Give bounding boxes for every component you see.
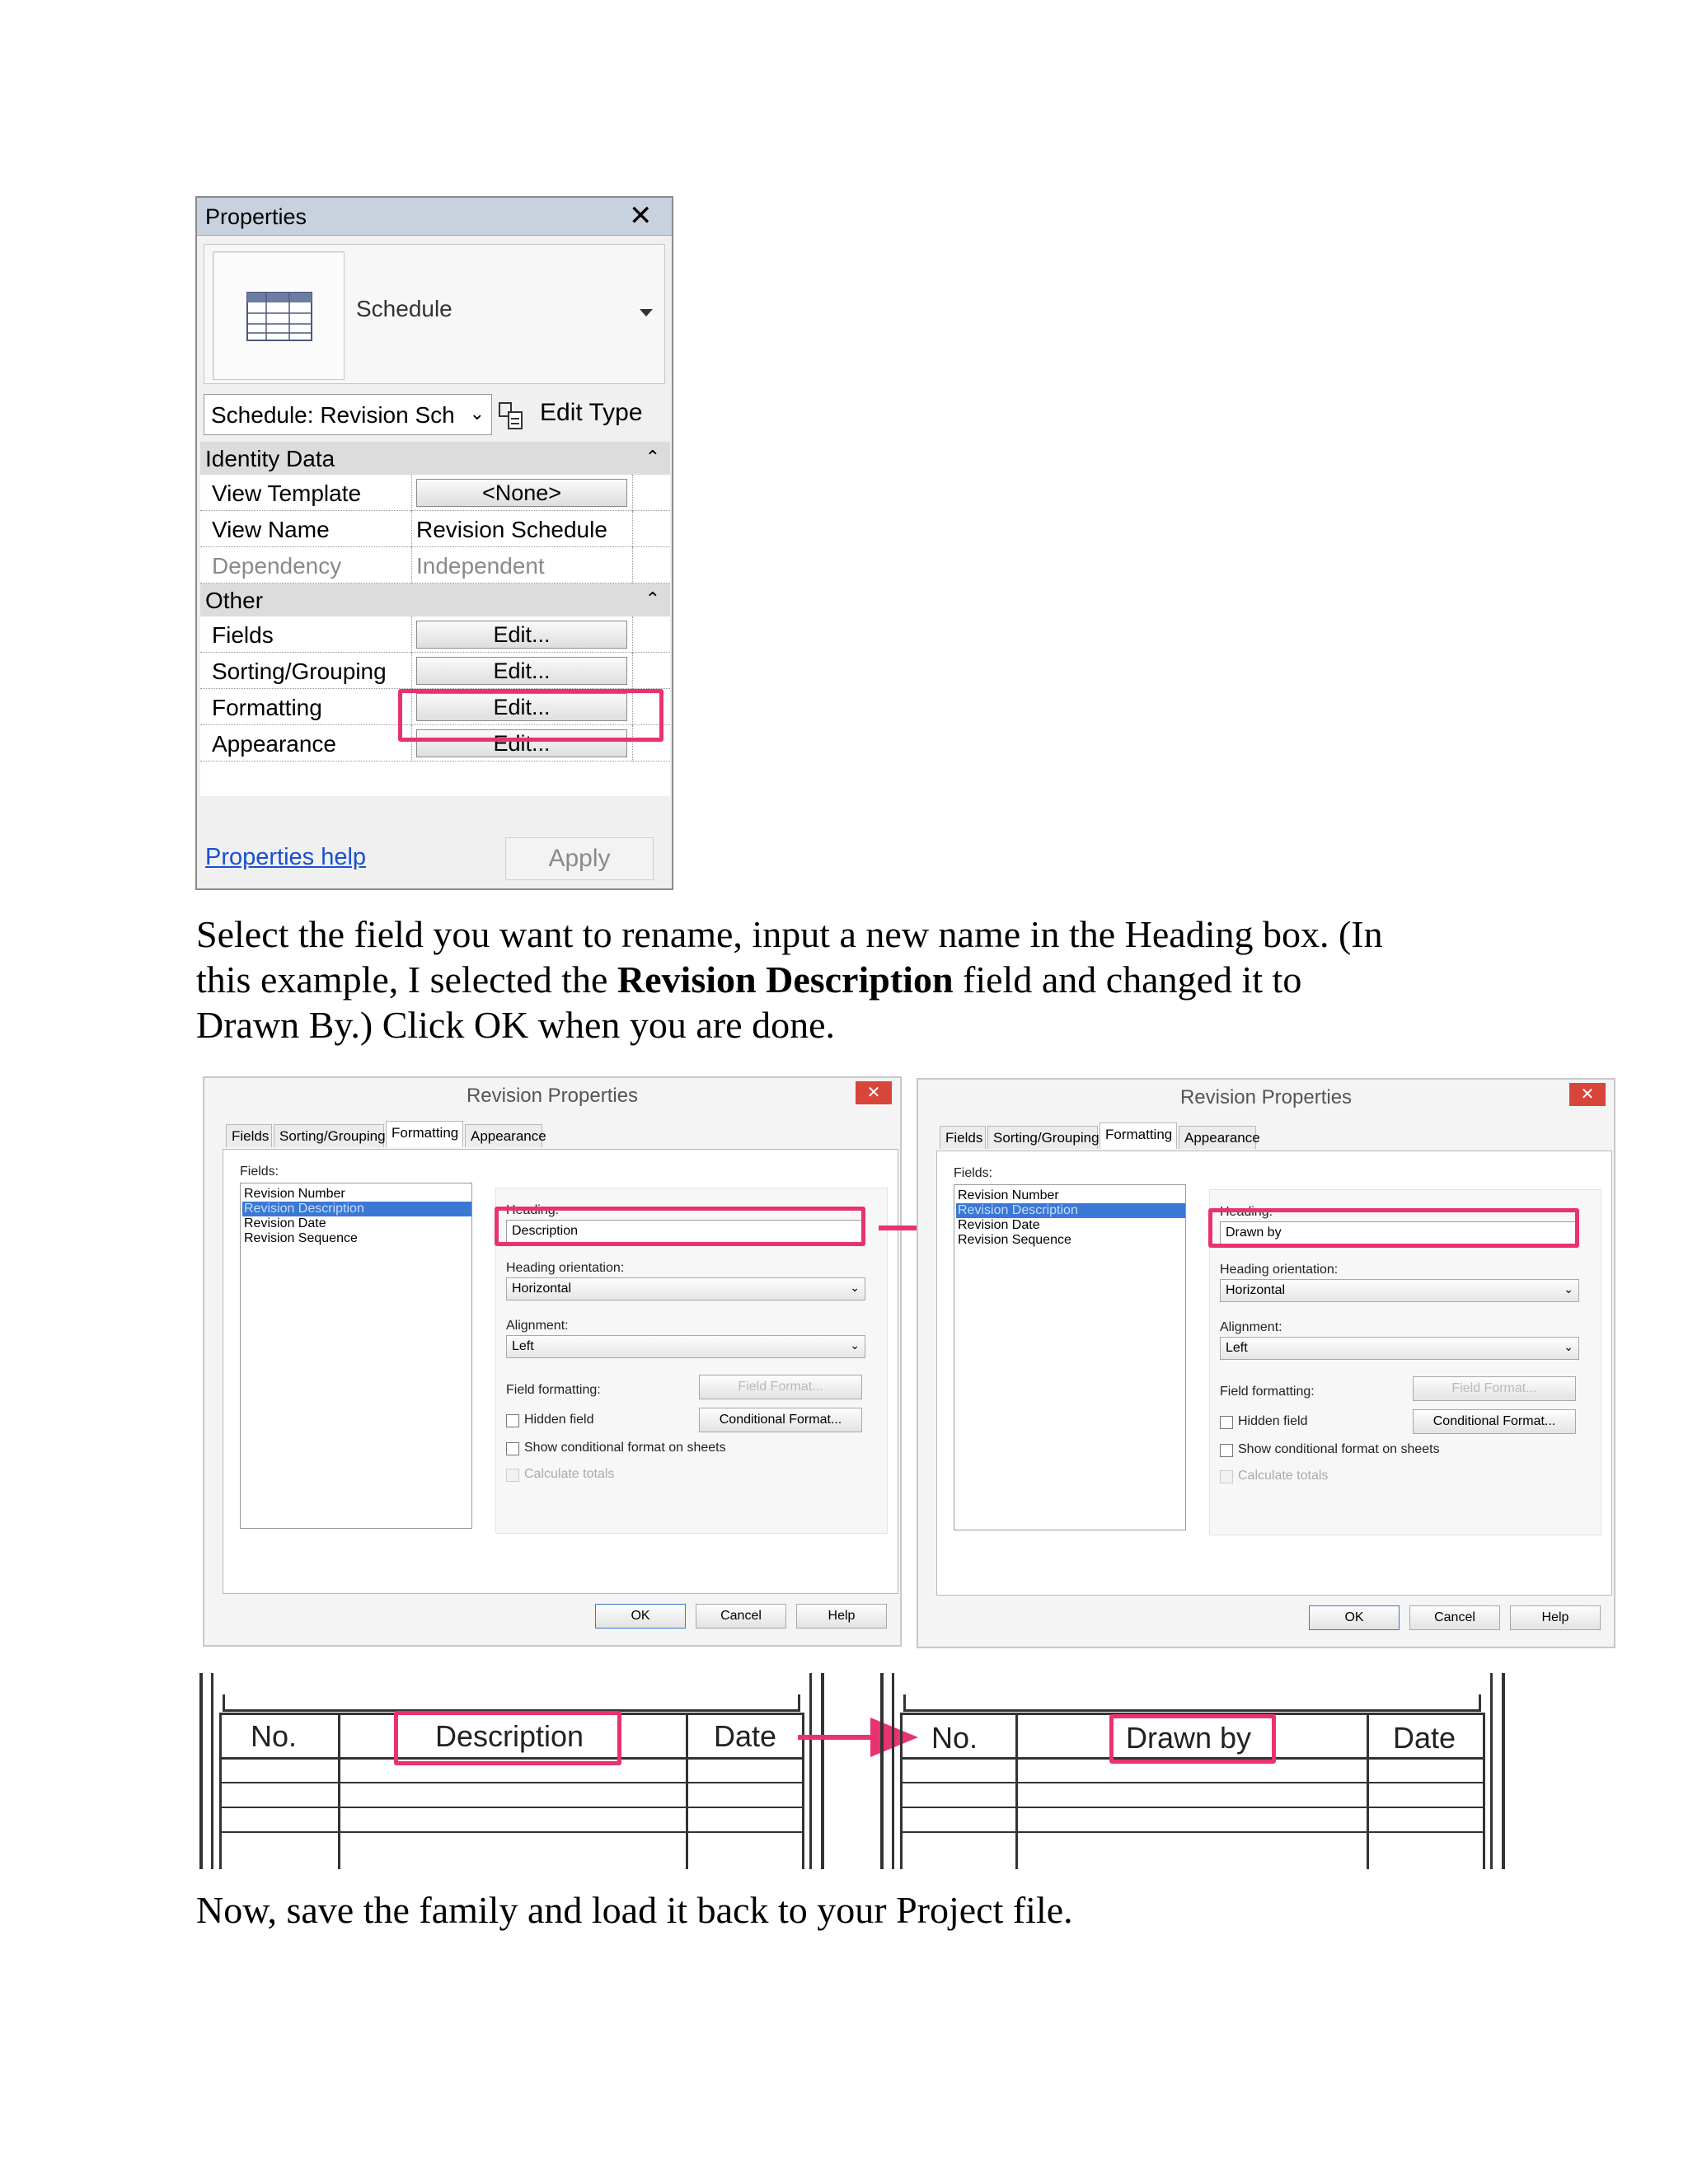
field-format-button[interactable]: Field Format... [1413, 1376, 1576, 1401]
conditional-format-button[interactable]: Conditional Format... [1413, 1409, 1576, 1434]
column-header-no: No. [251, 1719, 298, 1753]
help-button[interactable]: Help [796, 1604, 887, 1629]
list-item[interactable]: Revision Number [958, 1188, 1059, 1202]
list-item[interactable]: Revision Number [244, 1187, 345, 1201]
tab-sorting-grouping[interactable]: Sorting/Grouping [274, 1124, 384, 1147]
property-name: Dependency [212, 553, 342, 579]
revision-properties-dialog-before [203, 1076, 902, 1647]
tab-appearance[interactable]: Appearance [465, 1124, 542, 1147]
edit-type-icon [499, 402, 523, 430]
fields-edit-button[interactable]: Edit... [416, 621, 627, 649]
heading-label: Heading: [1220, 1205, 1273, 1219]
fields-list[interactable] [954, 1184, 1186, 1530]
calculate-totals-checkbox [1220, 1470, 1233, 1483]
properties-titlebar [197, 198, 672, 236]
property-name: Appearance [212, 731, 337, 757]
schedule-before [199, 1673, 826, 1871]
tab-fields[interactable]: Fields [226, 1124, 272, 1147]
heading-input[interactable]: Description [506, 1220, 865, 1243]
column-header-date: Date [1393, 1721, 1456, 1755]
property-name: View Name [212, 517, 330, 542]
chevron-down-icon: ⌄ [1564, 1282, 1573, 1296]
list-item-selected[interactable]: Revision Description [956, 1203, 1185, 1218]
column-header-description: Description [435, 1719, 584, 1753]
group-label: Other [205, 588, 264, 613]
formatting-highlight [398, 689, 663, 742]
heading-label: Heading: [506, 1203, 560, 1217]
show-conditional-label: Show conditional format on sheets [1238, 1442, 1440, 1456]
list-item-selected[interactable]: Revision Description [242, 1202, 471, 1216]
edit-type-button[interactable] [499, 392, 663, 435]
schedule-icon [246, 292, 312, 341]
dependency-value: Independent [416, 553, 545, 579]
list-item[interactable]: Revision Date [244, 1216, 326, 1230]
group-identity-data[interactable] [200, 442, 670, 475]
instruction-paragraph [196, 912, 1548, 1047]
show-conditional-label: Show conditional format on sheets [524, 1441, 726, 1455]
chevron-down-icon: ⌄ [1564, 1340, 1573, 1353]
list-item[interactable]: Revision Sequence [958, 1233, 1071, 1247]
instruction-line: Select the field you want to rename, input a new name in the Heading box. (In [196, 913, 1383, 955]
help-button[interactable]: Help [1510, 1605, 1601, 1630]
fields-list[interactable] [240, 1183, 472, 1529]
schedule-thumbnail [213, 251, 345, 380]
bold-field-name: Revision Description [617, 958, 954, 1001]
ok-button[interactable]: OK [595, 1604, 686, 1629]
calculate-totals-label: Calculate totals [1238, 1469, 1329, 1483]
description-highlight [394, 1711, 621, 1765]
collapse-icon[interactable]: ⌃ [645, 588, 660, 609]
hidden-field-label: Hidden field [1238, 1414, 1308, 1428]
column-header-no: No. [931, 1721, 978, 1755]
show-conditional-checkbox[interactable] [1220, 1444, 1233, 1457]
instruction-line: Drawn By.) Click OK when you are done. [196, 1004, 835, 1046]
heading-orientation-select[interactable]: Horizontal ⌄ [506, 1277, 865, 1301]
property-name: View Template [212, 480, 362, 506]
edit-type-label: Edit Type [540, 399, 643, 426]
drawn-by-highlight [1109, 1714, 1276, 1764]
row-fields [200, 616, 670, 653]
alignment-select[interactable]: Left ⌄ [1220, 1337, 1579, 1360]
view-template-button[interactable]: <None> [416, 479, 627, 507]
hidden-field-checkbox[interactable] [1220, 1416, 1233, 1429]
group-label: Identity Data [205, 446, 335, 471]
view-name-value[interactable]: Revision Schedule [416, 517, 607, 542]
ok-button[interactable]: OK [1309, 1605, 1400, 1630]
field-format-button[interactable]: Field Format... [699, 1375, 862, 1399]
properties-grid [200, 442, 670, 796]
type-name: Schedule [356, 296, 452, 321]
properties-palette [195, 196, 673, 890]
list-item[interactable]: Revision Sequence [244, 1231, 358, 1245]
row-dependency [200, 547, 670, 583]
instruction-line: this example, I selected the Revision Description field and changed it to [196, 958, 1302, 1001]
field-formatting-label: Field formatting: [1220, 1385, 1315, 1399]
close-icon[interactable]: ✕ [629, 200, 653, 232]
closing-paragraph: Now, save the family and load it back to your Project file. [196, 1889, 1073, 1931]
column-header-date: Date [714, 1719, 777, 1753]
properties-help-link[interactable]: Properties help [205, 844, 367, 870]
fields-label: Fields: [240, 1165, 279, 1179]
calculate-totals-label: Calculate totals [524, 1467, 615, 1481]
dialog-title: Revision Properties [1179, 1086, 1353, 1108]
close-icon[interactable]: ✕ [1569, 1083, 1606, 1106]
apply-button[interactable]: Apply [505, 837, 654, 880]
heading-input[interactable]: Drawn by [1220, 1221, 1579, 1244]
show-conditional-checkbox[interactable] [506, 1442, 519, 1455]
column-header-drawn-by: Drawn by [1126, 1721, 1252, 1755]
instance-selector[interactable] [204, 394, 492, 435]
chevron-down-icon: ⌄ [469, 403, 485, 424]
calculate-totals-checkbox [506, 1469, 519, 1482]
tab-formatting[interactable]: Formatting [1100, 1122, 1177, 1149]
alignment-select[interactable]: Left ⌄ [506, 1335, 865, 1358]
property-name: Sorting/Grouping [212, 658, 387, 684]
tab-fields[interactable]: Fields [940, 1126, 986, 1149]
chevron-down-icon: ⌄ [850, 1281, 860, 1294]
list-item[interactable]: Revision Date [958, 1218, 1040, 1232]
formatting-edit-button[interactable]: Edit... [416, 693, 627, 721]
sorting-edit-button[interactable]: Edit... [416, 657, 627, 685]
hidden-field-checkbox[interactable] [506, 1414, 519, 1427]
fields-label: Fields: [954, 1166, 993, 1180]
property-name: Fields [212, 622, 274, 648]
cancel-button[interactable]: Cancel [696, 1604, 786, 1629]
revision-properties-dialog-after [917, 1078, 1615, 1648]
heading-highlight [495, 1207, 865, 1246]
heading-orientation-label: Heading orientation: [506, 1261, 625, 1275]
close-icon[interactable]: ✕ [856, 1081, 892, 1104]
dropdown-arrow-icon[interactable] [640, 309, 653, 316]
heading-orientation-select[interactable]: Horizontal ⌄ [1220, 1279, 1579, 1302]
type-selector[interactable] [204, 244, 665, 384]
tab-formatting[interactable]: Formatting [386, 1121, 463, 1147]
alignment-label: Alignment: [1220, 1320, 1282, 1334]
conditional-format-button[interactable]: Conditional Format... [699, 1408, 862, 1432]
cancel-button[interactable]: Cancel [1409, 1605, 1500, 1630]
group-other[interactable] [200, 583, 670, 616]
field-formatting-label: Field formatting: [506, 1383, 601, 1397]
heading-highlight [1208, 1208, 1579, 1248]
chevron-down-icon: ⌄ [850, 1338, 860, 1352]
row-view-name [200, 511, 670, 547]
hidden-field-label: Hidden field [524, 1413, 594, 1427]
tab-appearance[interactable]: Appearance [1179, 1126, 1256, 1149]
collapse-icon[interactable]: ⌃ [645, 447, 660, 467]
dialog-title: Revision Properties [466, 1085, 639, 1107]
alignment-label: Alignment: [506, 1319, 569, 1333]
row-view-template [200, 475, 670, 511]
instance-selector-value: Schedule: Revision Sch [211, 402, 455, 428]
schedule-after [880, 1673, 1507, 1871]
property-name: Formatting [212, 695, 322, 720]
appearance-edit-button[interactable]: Edit... [416, 729, 627, 757]
row-sorting-grouping [200, 653, 670, 689]
tab-sorting-grouping[interactable]: Sorting/Grouping [987, 1126, 1098, 1149]
heading-orientation-label: Heading orientation: [1220, 1263, 1339, 1277]
properties-title: Properties [205, 204, 307, 229]
